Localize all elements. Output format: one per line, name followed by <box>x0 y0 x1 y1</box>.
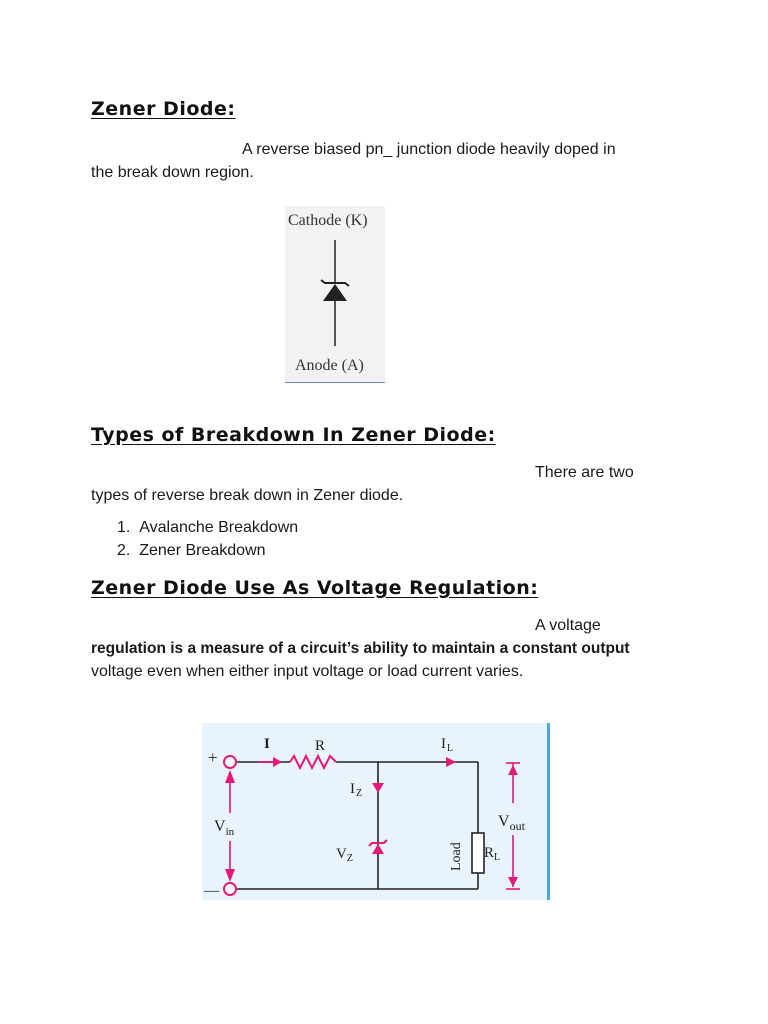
regulation-line-2: regulation is a measure of a circuit’s ability to maintain a constant output <box>91 640 630 657</box>
current-iz-sub: Z <box>356 788 363 799</box>
voltage-regulator-circuit <box>202 723 550 900</box>
plus-label: + <box>208 748 218 767</box>
minus-label: — <box>204 883 219 899</box>
vout-sub: out <box>509 819 525 833</box>
section-title-types-of-breakdown: Types of Breakdown In Zener Diode: <box>91 424 496 446</box>
list-item <box>117 516 298 539</box>
vin-main: V <box>214 818 226 835</box>
types-line-1: There are two <box>535 464 634 481</box>
input-terminal-minus-icon <box>224 883 236 895</box>
resistor-r-icon <box>290 756 336 768</box>
cathode-label: Cathode (K) <box>288 212 368 229</box>
regulation-line-3: voltage even when either input voltage or load current varies. <box>91 663 524 680</box>
anode-label: Anode (A) <box>295 357 364 374</box>
zener-symbol-figure <box>285 206 385 383</box>
section-title-voltage-regulation: Zener Diode Use As Voltage Regulation: <box>91 577 539 599</box>
current-il-main: I <box>441 736 446 752</box>
section-title-zener-diode: Zener Diode: <box>91 98 236 120</box>
circuit-diagram <box>202 723 547 900</box>
current-i-label: I <box>264 736 270 752</box>
rl-sub: L <box>494 852 501 863</box>
load-label: Load <box>449 842 464 871</box>
current-il-arrow-icon <box>446 757 456 767</box>
rl-label <box>484 845 500 863</box>
resistor-r-label: R <box>315 738 326 754</box>
vz-sub: Z <box>346 853 353 864</box>
vz-main: V <box>336 846 347 862</box>
input-terminal-plus-icon <box>224 756 236 768</box>
regulation-line-1: A voltage <box>535 617 601 634</box>
vout-label <box>498 813 526 833</box>
current-iz-main: I <box>350 781 355 797</box>
list-item <box>117 539 298 562</box>
list-item-number: 1. <box>117 519 131 536</box>
list-item-label: Avalanche Breakdown <box>139 519 299 536</box>
current-iz-arrow-icon <box>372 783 384 793</box>
zener-diode-icon <box>369 840 387 854</box>
definition-line-1: A reverse biased pn_ junction diode heavily doped in <box>242 141 616 158</box>
vz-label <box>336 846 353 864</box>
breakdown-types-list <box>117 516 298 562</box>
vin-sub: in <box>225 826 235 838</box>
current-il-sub: L <box>447 743 454 754</box>
vout-main: V <box>498 813 510 830</box>
load-resistor-icon <box>472 833 484 873</box>
definition-line-2: the break down region. <box>91 164 254 181</box>
current-iz-label <box>350 781 362 799</box>
list-item-number: 2. <box>117 542 131 559</box>
types-line-2: types of reverse break down in Zener diode. <box>91 487 404 504</box>
current-il-label <box>441 736 453 754</box>
list-item-label: Zener Breakdown <box>139 542 266 559</box>
current-i-arrow-icon <box>273 757 282 767</box>
zener-symbol-icon <box>285 206 385 382</box>
rl-main: R <box>484 845 495 861</box>
vin-label <box>214 818 235 838</box>
